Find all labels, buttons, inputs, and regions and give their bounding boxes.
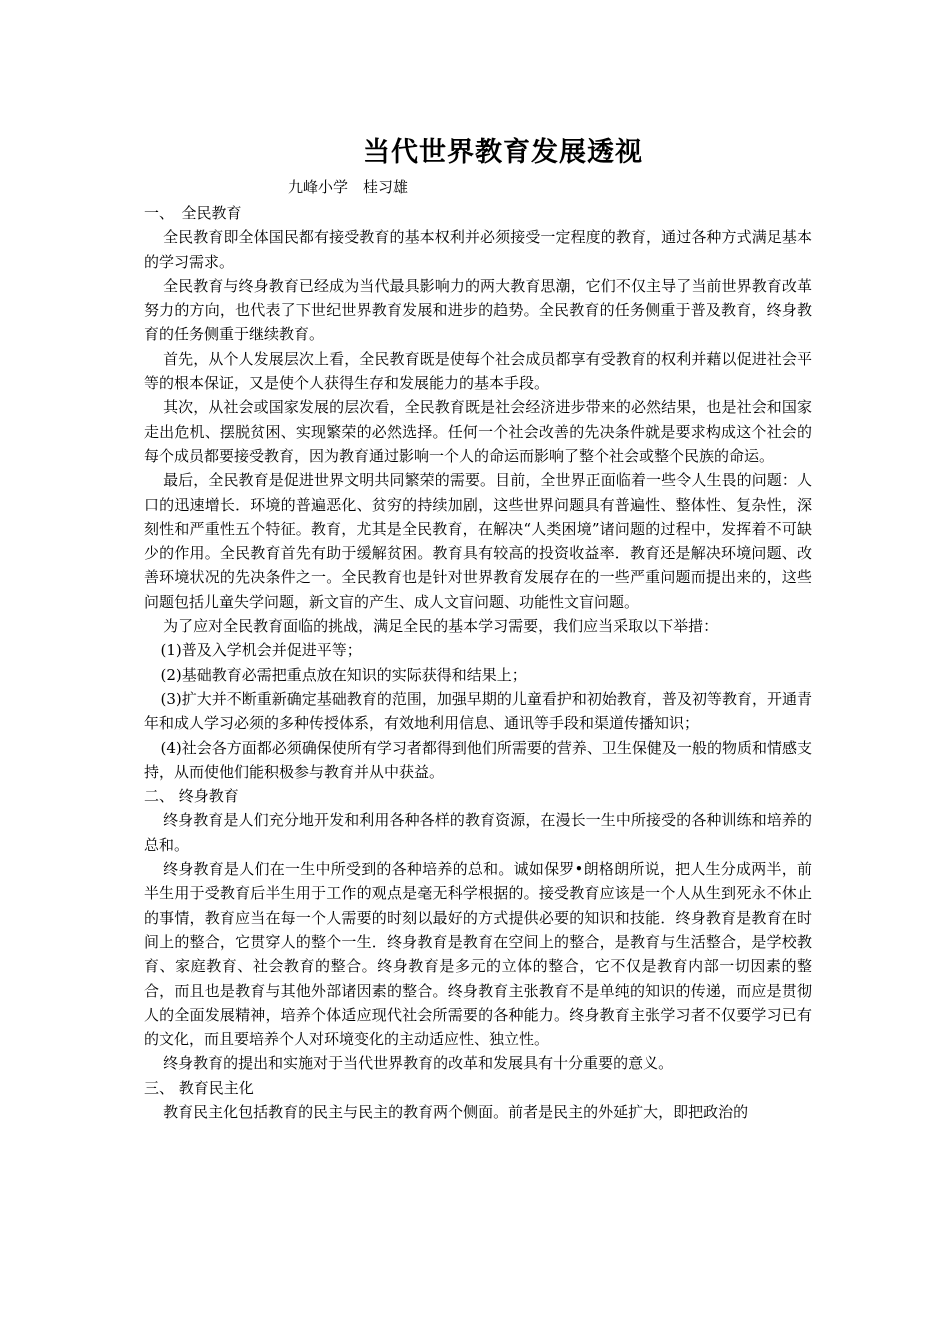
document-author: 九峰小学 桂习雄 <box>288 178 409 196</box>
list-item: (4)社会各方面都必须确保使所有学习者都得到他们所需要的营养、卫生保健及一般的物质和情感支持，从而使他们能积极参与教育并从中获益。 <box>144 738 812 781</box>
paragraph: 终身教育是人们在一生中所受到的各种培养的总和。诚如保罗•朗格朗所说，把人生分成两半，前半生用于受教育后半生用于工作的观点是毫无科学根据的。接受教育应该是一个人从生到死永不休止的事情，教育应当在每一个人需要的时刻以最好的方式提供必要的知识和技能．终身教育是教育在时间上的整合，它贯穿人的整个一生．终身教育是教育在空间上的整合，是教育与生活整合，是学校教育、家庭教育、社会教育的整合。终身教育是多元的立体的整合，它不仅是教育内部一切因素的整合，而且也是教育与其他外部诸因素的整合。终身教育主张教育不是单纯的知识的传递，而应是贯彻人的全面发展精神，培养个体适应现代社会所需要的各种能力。终身教育主张学习者不仅要学习已有的文化，而且要培养个人对环境变化的主动适应性、独立性。 <box>144 860 812 1049</box>
paragraph: 最后，全民教育是促进世界文明共同繁荣的需要。目前，全世界正面临着一些令人生畏的问题：人口的迅速增长．环境的普遍恶化、贫穷的持续加剧，这些世界问题具有普遍性、整体性、复杂性，深刻性和严重性五个特征。教育，尤其是全民教育，在解决“人类困境”诸问题的过程中，发挥着不可缺少的作用。全民教育首先有助于缓解贫困。教育具有较高的投资收益率．教育还是解决环境问题、改善环境状况的先决条件之一。全民教育也是针对世界教育发展存在的一些严重问题而提出来的，这些问题包括儿童失学问题，新文盲的产生、成人文盲问题、功能性文盲问题。 <box>144 471 812 611</box>
paragraph: 首先，从个人发展层次上看，全民教育既是使每个社会成员都享有受教育的权利并藉以促进社会平等的根本保证，又是使个人获得生存和发展能力的基本手段。 <box>144 349 812 393</box>
document-body <box>144 201 812 1124</box>
paragraph: 其次，从社会或国家发展的层次看，全民教育既是社会经济进步带来的必然结果，也是社会和国家走出危机、摆脱贫困、实现繁荣的必然选择。任何一个社会改善的先决条件就是要求构成这个社会的每个成员都要接受教育，因为教育通过影响一个人的命运而影响了整个社会或整个民族的命运。 <box>144 398 812 465</box>
paragraph: 终身教育是人们充分地开发和利用各种各样的教育资源，在漫长一生中所接受的各种训练和培养的总和。 <box>144 811 812 854</box>
paragraph: 全民教育即全体国民都有接受教育的基本权利并必须接受一定程度的教育，通过各种方式满足基本的学习需求。 <box>144 228 812 271</box>
paragraph: 教育民主化包括教育的民主与民主的教育两个侧面。前者是民主的外延扩大，即把政治的 <box>163 1102 749 1121</box>
paragraph: 为了应对全民教育面临的挑战，满足全民的基本学习需要，我们应当采取以下举措： <box>163 617 719 636</box>
list-item: (3)扩大并不断重新确定基础教育的范围，加强早期的儿童看护和初始教育，普及初等教育，开通青年和成人学习必须的多种传授体系，有效地利用信息、通讯等手段和渠道传播知识； <box>144 689 812 733</box>
list-item: (1)普及入学机会并促进平等； <box>160 641 362 660</box>
section-heading: 三、 教育民主化 <box>144 1078 254 1097</box>
list-item: (2)基础教育必需把重点放在知识的实际获得和结果上； <box>160 665 527 684</box>
paragraph: 终身教育的提出和实施对于当代世界教育的改革和发展具有十分重要的意义。 <box>163 1054 674 1073</box>
section-heading: 二、 终身教育 <box>144 787 239 806</box>
section-heading: 一、 全民教育 <box>144 204 242 222</box>
paragraph: 全民教育与终身教育已经成为当代最具影响力的两大教育思潮，它们不仅主导了当前世界教育改革努力的方向，也代表了下世纪世界教育发展和进步的趋势。全民教育的任务侧重于普及教育，终身教育的任务侧重于继续教育。 <box>144 276 812 344</box>
document-title: 当代世界教育发展透视 <box>363 137 643 168</box>
